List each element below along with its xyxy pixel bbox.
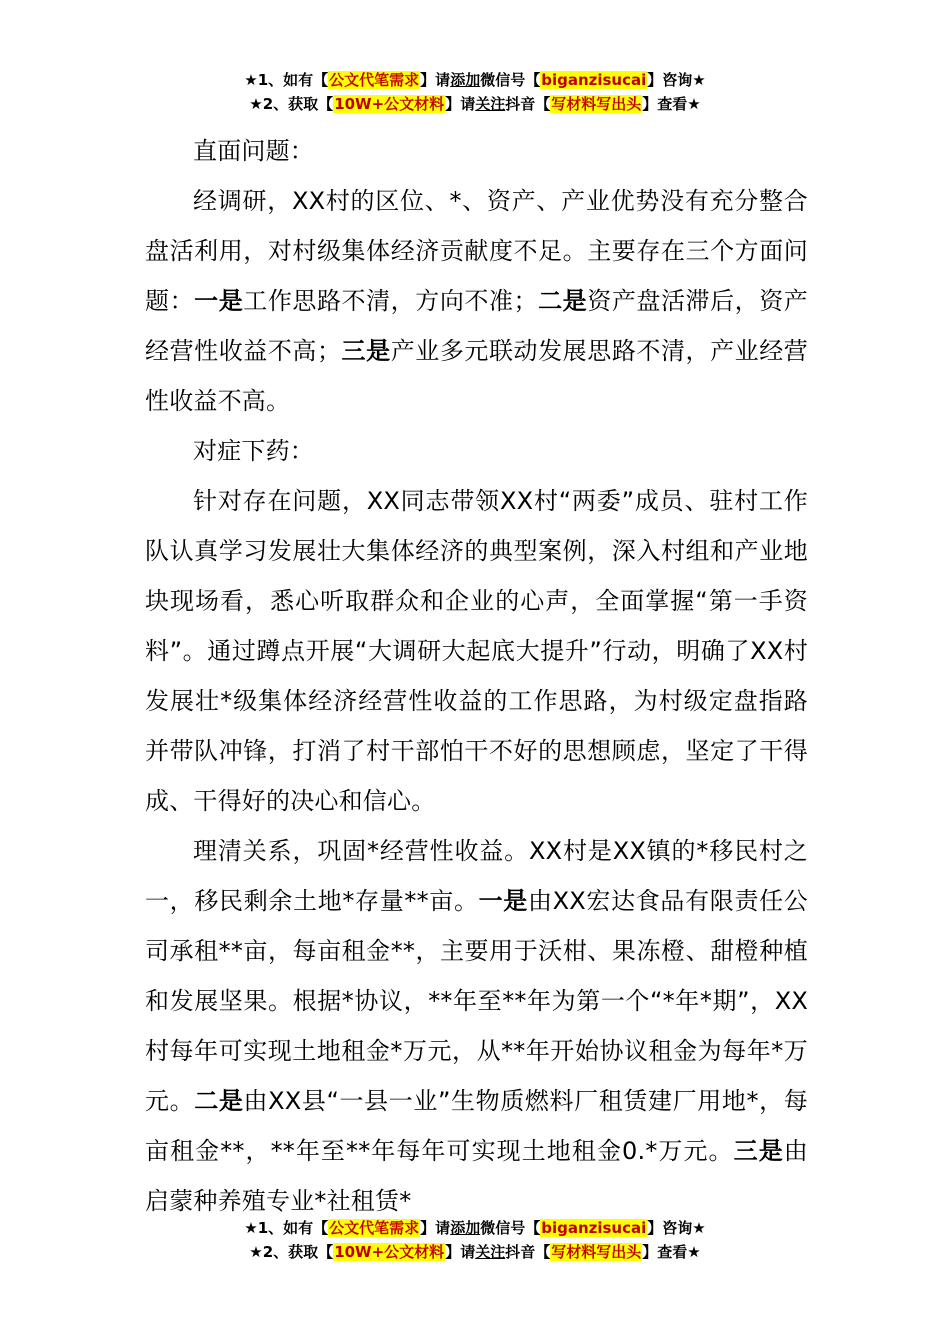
header-banner [0,68,950,116]
bold-marker: 一是 [194,287,244,315]
paragraph-text: 资产盘活滞后，资产经营性收益不高； [145,287,808,365]
paragraph-text: 由XX宏达食品有限责任公司承租**亩，每亩租金**，主要用于沃柑、果冻橙、甜橙种植和发展坚果。根据*协议，**年至**年为第一个“*年*期”，XX村每年可实现土地租金*万元，从**年开始协议租金为每年*万元。 [145,887,808,1115]
bold-marker: 二是 [194,1087,244,1115]
banner-text: ★2、获取【 [249,1243,334,1261]
banner-text: 抖音【 [505,95,551,113]
banner-text: ★1、如有【 [244,1219,329,1237]
bold-marker: 三是 [733,1137,784,1165]
banner-line-1 [0,1216,950,1240]
paragraph-text: 工作思路不清，方向不准； [243,287,538,315]
wechat-id-highlight: biganzisucai [541,71,647,89]
banner-text: 】请 [445,95,476,113]
banner-highlight: 10W+公文材料 [334,95,445,113]
paragraph [145,826,808,1226]
paragraph-text: 由启蒙种养殖专业*社租赁* [145,1137,808,1215]
banner-text: 】请 [445,1243,476,1261]
paragraph-text: 由XX县“一县一业”生物质燃料厂租赁建厂用地*，每亩租金**，**年至**年每年可实现土地租金0.*万元。 [145,1087,808,1165]
wechat-id-highlight: biganzisucai [541,1219,647,1237]
banner-highlight: 公文代笔需求 [329,1219,420,1237]
banner-line-2 [0,92,950,116]
banner-highlight: 公文代笔需求 [329,71,420,89]
paragraph [145,176,808,426]
banner-underlined: 添加 [450,71,481,89]
section-heading: 直面问题： [193,137,314,165]
bold-marker: 一是 [478,887,528,915]
section-heading: 对症下药： [193,437,314,465]
banner-text: ★2、获取【 [249,95,334,113]
paragraph: 针对存在问题，XX同志带领XX村“两委”成员、驻村工作队认真学习发展壮大集体经济的典型案例，深入村组和产业地块现场看，悉心听取群众和企业的心声，全面掌握“第一手资料”。通过蹲点开展“大调研大起底大提升”行动，明确了XX村发展壮*级集体经济经营性收益的工作思路，为村级定盘指路并带队冲锋，打消了村干部怕干不好的思想顾虑，坚定了干得成、干得好的决心和信心。 [145,487,808,815]
paragraph-text: 产业多元联动发展思路不清，产业经营性收益不高。 [145,337,808,415]
banner-underlined: 关注 [475,1243,506,1261]
banner-text: 】请 [420,71,451,89]
banner-line-1 [0,68,950,92]
banner-text: 】咨询★ [647,71,706,89]
paragraph-text: 理清关系，巩固*经营性收益。XX村是XX镇的*移民村之一，移民剩余土地*存量**亩。 [145,837,808,915]
banner-line-2 [0,1240,950,1264]
douyin-id-highlight: 写材料写出头 [551,95,642,113]
banner-underlined: 添加 [450,1219,481,1237]
banner-text: 微信号【 [480,71,541,89]
banner-underlined: 关注 [475,95,506,113]
banner-text: 】查看★ [642,95,701,113]
banner-highlight: 10W+公文材料 [334,1243,445,1261]
document-body [145,126,808,1226]
banner-text: ★1、如有【 [244,71,329,89]
banner-text: 】查看★ [642,1243,701,1261]
footer-banner [0,1216,950,1264]
banner-text: 微信号【 [480,1219,541,1237]
douyin-id-highlight: 写材料写出头 [551,1243,642,1261]
paragraph-text: 经调研，XX村的区位、*、资产、产业优势没有充分整合盘活利用，对村级集体经济贡献度不足。主要存在三个方面问题： [145,187,808,315]
banner-text: 抖音【 [505,1243,551,1261]
banner-text: 】咨询★ [647,1219,706,1237]
bold-marker: 二是 [537,287,588,315]
bold-marker: 三是 [341,337,391,365]
banner-text: 】请 [420,1219,451,1237]
